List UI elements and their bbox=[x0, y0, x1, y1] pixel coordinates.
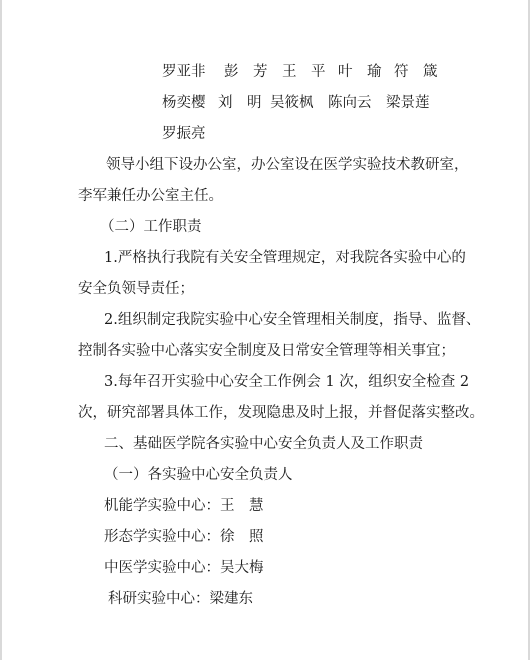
member-names-row-1 bbox=[162, 63, 438, 81]
member-names-row-2 bbox=[162, 94, 430, 112]
member-name: 叶 瑜 bbox=[338, 64, 382, 80]
duty-1-line-1: 1.严格执行我院有关安全管理规定，对我院各实验中心的 bbox=[104, 250, 466, 266]
member-name: 彭 芳 bbox=[224, 64, 268, 80]
center-row bbox=[104, 559, 264, 577]
center-person: 吴大梅 bbox=[220, 560, 264, 576]
page-border-left bbox=[0, 0, 2, 660]
member-names-row-3 bbox=[162, 125, 206, 143]
center-name: 中医学实验中心： bbox=[104, 560, 220, 576]
member-name: 罗振亮 bbox=[162, 126, 206, 142]
center-name: 科研实验中心： bbox=[108, 591, 210, 607]
duties-heading: （二）工作职责 bbox=[100, 219, 202, 235]
member-name: 杨奕樱 bbox=[162, 95, 206, 111]
member-name: 刘 明 bbox=[218, 95, 262, 111]
member-name: 梁景莲 bbox=[386, 95, 430, 111]
duty-1-line-2: 安全负领导责任； bbox=[78, 281, 194, 297]
duty-3-line-2: 次，研究部署具体工作，发现隐患及时上报，并督促落实整改。 bbox=[78, 405, 484, 421]
duty-3-line-1: 3.每年召开实验中心安全工作例会 1 次，组织安全检查 2 bbox=[104, 374, 470, 390]
section-2-heading: 二、基础医学院各实验中心安全负责人及工作职责 bbox=[104, 436, 423, 452]
center-row bbox=[104, 497, 264, 515]
duty-2-line-2: 控制各实验中心落实安全制度及日常安全管理等相关事宜； bbox=[78, 343, 455, 359]
center-row bbox=[104, 528, 264, 546]
member-name: 陈向云 bbox=[328, 95, 372, 111]
center-name: 形态学实验中心： bbox=[104, 529, 220, 545]
member-name: 罗亚非 bbox=[162, 64, 206, 80]
center-person: 梁建东 bbox=[209, 591, 253, 607]
center-person: 王 慧 bbox=[220, 498, 264, 514]
center-name: 机能学实验中心： bbox=[104, 498, 220, 514]
center-person: 徐 照 bbox=[220, 529, 264, 545]
subsection-1-heading: （一）各实验中心安全负责人 bbox=[104, 467, 293, 483]
member-name: 吴筱枫 bbox=[270, 95, 314, 111]
center-row bbox=[108, 590, 253, 608]
office-paragraph-line-2: 李军兼任办公室主任。 bbox=[78, 188, 223, 204]
member-name: 符 箴 bbox=[394, 64, 438, 80]
member-name: 王 平 bbox=[282, 64, 326, 80]
office-paragraph-line-1: 领导小组下设办公室，办公室设在医学实验技术教研室， bbox=[106, 157, 469, 173]
duty-2-line-1: 2.组织制定我院实验中心安全管理相关制度，指导、监督、 bbox=[104, 312, 481, 328]
